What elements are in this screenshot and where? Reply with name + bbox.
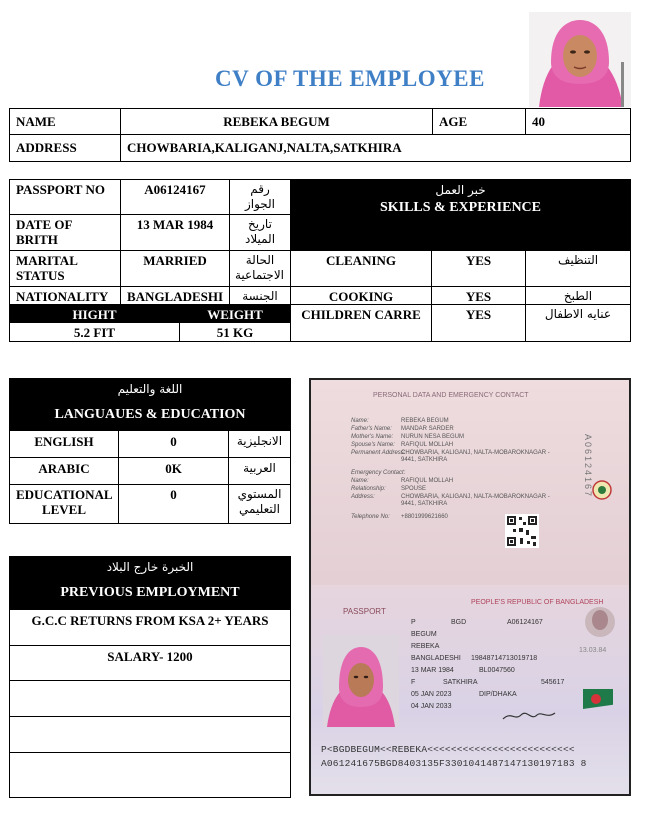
employment-row: G.C.C RETURNS FROM KSA 2+ YEARS (9, 609, 291, 646)
language-value: 0K (118, 457, 229, 485)
mrz-line-2: A061241675BGD8403135F3301041487147130197183 8 (321, 758, 587, 769)
passport-bio-page (311, 585, 629, 796)
passport-section-title: PERSONAL DATA AND EMERGENCY CONTACT (373, 392, 529, 399)
height-label: HIGHT (9, 304, 180, 323)
page-title: CV OF THE EMPLOYEE (215, 66, 485, 91)
pp-field-label: Emergency Contact: (351, 470, 406, 476)
skill-name: CLEANING (290, 250, 432, 287)
pp-field-value: RAFIQUL MOLLAH (401, 442, 454, 448)
skills-header (290, 179, 631, 251)
skill-ar: عنايه الاطفال (525, 304, 631, 342)
pp-type: P (411, 619, 416, 626)
weight-label: WEIGHT (179, 304, 291, 323)
language-ar: الانجليزية (228, 430, 291, 458)
skill-value: YES (431, 304, 526, 342)
address-label: ADDRESS (9, 134, 121, 162)
passport-ar: رقم الجواز (229, 179, 291, 215)
pp-expiry: 04 JAN 2033 (411, 703, 452, 710)
pp-given: REBEKA (411, 643, 440, 650)
pp-field-label: Relationship: (351, 486, 386, 492)
pp-field-value: +8801999621660 (401, 514, 448, 520)
dob-value: 13 MAR 1984 (120, 214, 230, 251)
employee-photo (529, 12, 631, 107)
pp-field-label: Name: (351, 418, 369, 424)
skill-name: COOKING (290, 286, 432, 305)
pp-birthplace: SATKHIRA (443, 679, 478, 686)
emblem-icon (592, 480, 612, 500)
skill-value: YES (431, 286, 526, 305)
nationality-ar: الجنسة (229, 286, 291, 305)
marital-ar: الحالة الاجتماعية (229, 250, 291, 287)
marital-label: MARITAL STATUS (9, 250, 121, 287)
pp-authority: DIP/DHAKA (479, 691, 517, 698)
languages-header-ar: اللغة والتعليم (117, 382, 183, 396)
pp-field-label: Father's Name: (351, 426, 392, 432)
passport-scan (309, 378, 631, 796)
language-ar: العربية (228, 457, 291, 485)
marital-value: MARRIED (120, 250, 230, 287)
language-value: 0 (118, 430, 229, 458)
education-ar: المستوي التعليمي (228, 484, 291, 524)
flag-icon (583, 689, 613, 709)
languages-header-title: LANGUAUES & EDUCATION (54, 407, 246, 422)
pp-field-label: Name: (351, 478, 369, 484)
pp-field-value: CHOWBARIA, KALIGANJ, NALTA-MOBAROKNAGAR - 9441, SATKHIRA (401, 494, 550, 507)
mrz-line-1: P<BGDBEGUM<<REBEKA<<<<<<<<<<<<<<<<<<<<<<<<< (321, 744, 575, 755)
pp-field-label: Telephone No: (351, 514, 390, 520)
pp-field-value: RAFIQUL MOLLAH (401, 478, 454, 484)
passport-label: PASSPORT NO (9, 179, 121, 215)
employment-header-ar: الخبرة خارج البلاد (106, 560, 194, 574)
pp-republic: PEOPLE'S REPUBLIC OF BANGLADESH (471, 599, 604, 606)
pp-nationality: BANGLADESHI (411, 655, 461, 662)
pp-dob: 13 MAR 1984 (411, 667, 454, 674)
ghost-photo (583, 605, 617, 639)
pp-field-value: CHOWBARIA, KALIGANJ, NALTA-MOBAROKNAGAR - 9441, SATKHIRA (401, 450, 550, 463)
pp-surname: BEGUM (411, 631, 437, 638)
passport-photo (323, 635, 399, 727)
language-name: ENGLISH (9, 430, 119, 458)
pp-prev-no: BL0047560 (479, 667, 515, 674)
pp-field-label: Mother's Name: (351, 434, 394, 440)
pp-photo-date: 13.03.84 (579, 647, 607, 654)
languages-header (9, 378, 291, 431)
pp-field-value: MANDAR SARDER (401, 426, 454, 432)
pp-field-label: Spouse's Name: (351, 442, 395, 448)
employment-row (9, 716, 291, 753)
nationality-value: BANGLADESHI (120, 286, 230, 305)
passport-value: A06124167 (120, 179, 230, 215)
education-name: EDUCATIONAL LEVEL (9, 484, 119, 524)
height-value: 5.2 FIT (9, 322, 180, 342)
pp-issue: 05 JAN 2023 (411, 691, 452, 698)
weight-value: 51 KG (179, 322, 291, 342)
name-value: REBEKA BEGUM (120, 108, 433, 135)
pp-sex: F (411, 679, 416, 686)
signature (501, 709, 557, 723)
address-value: CHOWBARIA,KALIGANJ,NALTA,SATKHIRA (120, 134, 631, 162)
age-value: 40 (525, 108, 631, 135)
employment-row (9, 680, 291, 717)
pp-passport-word: PASSPORT (343, 607, 386, 616)
skills-header-ar: خبر العمل (435, 183, 486, 197)
nationality-label: NATIONALITY (9, 286, 121, 305)
pp-personal-no: 19848714713019718 (471, 655, 538, 662)
education-value: 0 (118, 484, 229, 524)
qr-code-icon (505, 514, 539, 548)
pp-field-value: NURUN NESA BEGUM (401, 434, 465, 440)
skill-ar: التنظيف (525, 250, 631, 287)
dob-label: DATE OF BRITH (9, 214, 121, 251)
pp-code: BGD (451, 619, 467, 626)
employment-header (9, 556, 291, 610)
skill-value: YES (431, 250, 526, 287)
age-label: AGE (432, 108, 526, 135)
pp-number: A06124167 (507, 619, 543, 626)
pp-field-value: SPOUSE (401, 486, 427, 492)
name-label: NAME (9, 108, 121, 135)
pp-field-value: REBEKA BEGUM (401, 418, 449, 424)
pp-field-label: Address: (351, 494, 375, 500)
passport-data-page (311, 380, 629, 585)
employment-row (9, 752, 291, 798)
pp-field-label: Permanent Address: (351, 450, 406, 456)
skills-header-title: SKILLS & EXPERIENCE (379, 200, 542, 215)
skill-name: CHILDREN CARRE (290, 304, 432, 342)
skill-ar: الطبخ (525, 286, 631, 305)
employment-header-title: PREVIOUS EMPLOYMENT (60, 585, 240, 600)
employment-row: SALARY- 1200 (9, 645, 291, 681)
language-name: ARABIC (9, 457, 119, 485)
pp-side-number: A06124167 (583, 434, 593, 499)
dob-ar: تاريخ الميلاد (229, 214, 291, 251)
pp-extra-no: 545617 (541, 679, 565, 686)
